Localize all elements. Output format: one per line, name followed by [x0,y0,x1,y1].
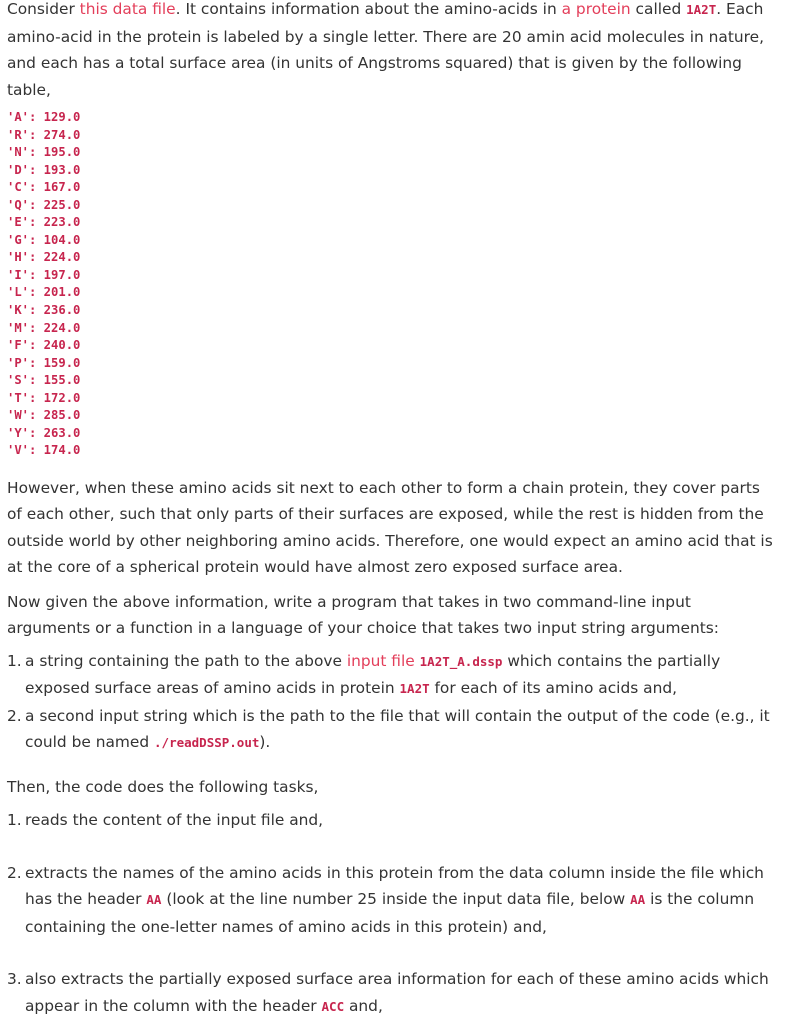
protein-code: 1A2T [399,681,430,697]
step-text: also extracts the partially exposed surface area information for each of these amino acids which appear in the column with the header [25,970,769,1015]
step-text: and, [344,996,383,1015]
intro-paragraph [7,0,776,103]
list-item [7,703,776,757]
list-number: 1. [7,651,22,670]
table-row: 'C': 167.0 [7,180,81,195]
list-text: for each of its amino acids and, [429,679,677,698]
step-number: 1. [7,811,22,830]
step-text: reads the content of the input file and, [25,811,324,830]
aa-header-code: AA [146,892,162,908]
table-row: 'V': 174.0 [7,443,81,458]
step-1 [7,807,776,834]
step-number: 3. [7,970,22,989]
output-file-code: ./readDSSP.out [154,735,260,751]
step-3 [7,966,776,1020]
table-row: 'K': 236.0 [7,303,81,318]
acc-header-code: ACC [321,998,345,1014]
step-text: is the column containing the one-letter names of amino acids in this protein) and, [25,890,755,936]
table-row: 'W': 285.0 [7,408,81,423]
list-text: a string containing the path to the above [25,651,347,670]
table-row: 'P': 159.0 [7,355,81,370]
list-text: a second input string which is the path to the file that will contain the output of the code (e.g., it could be named [25,706,770,752]
intro-text: Consider [7,0,80,18]
arguments-list [7,648,776,757]
list-item [7,648,776,703]
list-number: 2. [7,706,22,725]
step-text: (look at the line number 25 inside the input data file, below [161,890,631,909]
intro-text: called [630,0,687,18]
protein-link[interactable]: a protein [561,0,631,18]
intro-text: . It contains information about the amino-acids in [175,0,562,18]
list-text: which contains the partially exposed surface areas of amino acids in protein [25,651,721,698]
task-paragraph: Now given the above information, write a program that takes in two command-line input arguments or a function in a language of your choice that takes two input string arguments: [7,592,719,638]
table-row: 'L': 201.0 [7,285,81,300]
table-row: 'A': 129.0 [7,110,81,124]
surface-area-table [7,109,776,460]
step-2 [7,860,776,941]
table-row: 'Q': 225.0 [7,197,81,212]
intro-text: . Each amino-acid in the protein is labeled by a single letter. There are 20 amin acid molecules in nature, and each has a total surface area (in units of Angstroms squared) that is given by the following table, [7,0,764,99]
table-row: 'E': 223.0 [7,215,81,230]
table-row: 'Y': 263.0 [7,425,81,440]
table-row: 'M': 224.0 [7,320,81,335]
however-paragraph: However, when these amino acids sit next to each other to form a chain protein, they cover parts of each other, such that only parts of their surfaces are exposed, while the rest is hidden from the outside world by other neighboring amino acids. Therefore, one would expect an amino acid that is at the core of a spherical protein would have almost zero exposed surface area. [7,478,773,577]
aa-header-code: AA [630,892,646,908]
table-row: 'F': 240.0 [7,338,81,353]
table-row: 'N': 195.0 [7,145,81,160]
table-row: 'R': 274.0 [7,127,81,142]
then-paragraph: Then, the code does the following tasks, [7,777,319,796]
table-row: 'S': 155.0 [7,373,81,388]
table-row: 'I': 197.0 [7,267,81,282]
protein-code: 1A2T [686,2,717,17]
table-row: 'H': 224.0 [7,250,81,265]
table-row: 'G': 104.0 [7,232,81,247]
list-text: ). [259,733,271,752]
step-number: 2. [7,863,22,882]
data-file-link[interactable]: this data file [79,0,176,18]
step-text: extracts the names of the amino acids in this protein from the data column inside the file which has the header [25,863,764,909]
input-file-code: 1A2T_A.dssp [419,653,503,669]
table-row: 'T': 172.0 [7,390,81,405]
table-row: 'D': 193.0 [7,162,81,177]
input-file-link[interactable]: input file [346,651,415,670]
